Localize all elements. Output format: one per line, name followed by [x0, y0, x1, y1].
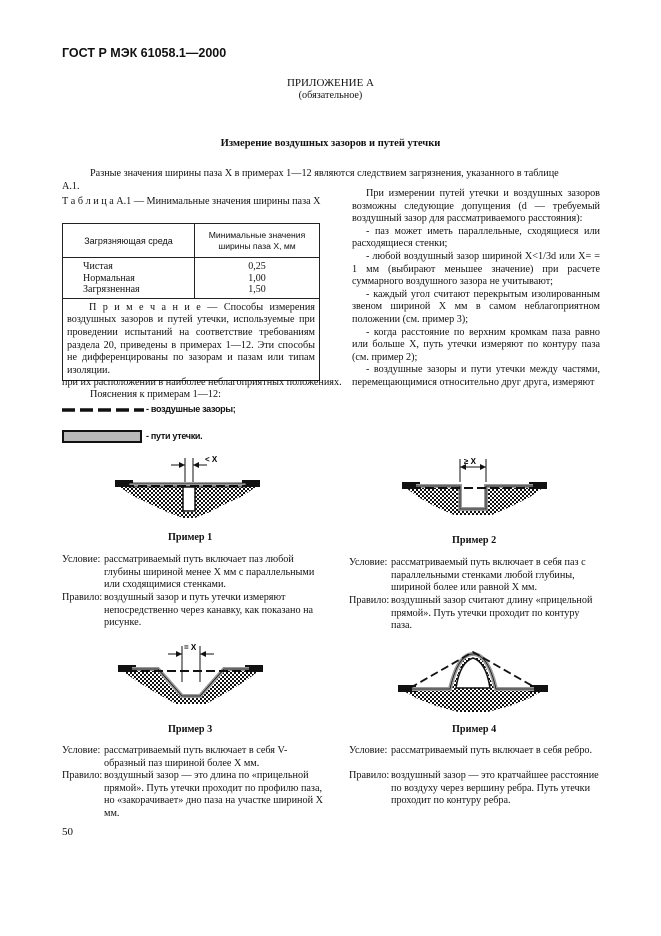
example-3-figure [118, 640, 263, 712]
condition-text: рассматриваемый путь включает в себя V-образный паз шириной более X мм. [104, 745, 288, 769]
assumption-4: - когда расстояние по верхним кромкам паза равно или больше X, путь утечки измеряют по контуру паза (см. пример 2); [352, 326, 600, 363]
appendix-subtitle: (обязательное) [298, 90, 363, 101]
air-gap-line-icon [62, 404, 147, 416]
note-text: — Способы измерения воздушных зазоров и путей утечки, используемые при проведении испытаний на соответствие требованиям раздела 20, приведены в примерах 1—12. Эти способы не дифференцированы по зазорам и пазам или типам изоляции. [67, 301, 315, 376]
rule-label: Правило: [349, 595, 390, 606]
standard-header: ГОСТ Р МЭК 61058.1—2000 [62, 46, 227, 60]
assumption-5: - воздушные зазоры и пути утечки между частями, перемещающимися относительно друг друга, измеряют [352, 364, 600, 388]
condition-text: рассматриваемый путь включает в себя ребро. [391, 745, 593, 756]
rule-text: воздушный зазор — это кратчайшее расстояние по воздуху через вершину ребра. Путь утечки проходит по контуру ребра. [391, 770, 599, 807]
condition-label: Условие: [62, 554, 101, 565]
example-4-caption: Пример 4 [452, 724, 497, 735]
example-2-figure [402, 455, 547, 520]
condition-label: Условие: [349, 557, 388, 568]
condition-text: рассматриваемый путь включает в себя паз с параллельными стенками любой глубины, шириной более или равной X мм. [391, 557, 586, 594]
example-1-condition [62, 554, 324, 594]
table-caption [62, 196, 322, 209]
pollution-table [62, 223, 320, 381]
example-3-rule [62, 770, 324, 820]
rule-text: воздушный зазор — это длина по «прицельной прямой». Путь утечки проходит по профилю паза, но «закорачивает» дно паза на участке шириной X мм. [104, 770, 323, 819]
example-4-rule [349, 770, 601, 810]
example-1-dim: < X [205, 455, 218, 464]
intro-line-1: Разные значения ширины паза X в примерах 1—12 являются следствием загрязнения, указанного в таблице [90, 168, 559, 179]
rule-text: воздушный зазор и путь утечки измеряют непосредственно через канавку, как показано на рисунке. [104, 592, 314, 629]
table-caption-rest: — Минимальные значения ширины паза X [131, 196, 321, 207]
table-note [63, 298, 320, 381]
appendix-title: ПРИЛОЖЕНИЕ А [286, 77, 374, 89]
section-title: Измерение воздушных зазоров и путей утечки [220, 138, 441, 149]
rule-label: Правило: [62, 592, 103, 603]
table-row: Загрязненная [83, 284, 140, 296]
assumption-3: - каждый угол считают перекрытым изолированным звеном шириной X мм в самом неблагоприятном положении (см. пример 3); [352, 288, 600, 325]
example-3-dim: = X [184, 643, 197, 652]
table-row: Чистая [83, 261, 113, 272]
condition-text: рассматриваемый путь включает паз любой глубины шириной менее X мм с параллельными или сходящимися стенками. [104, 554, 315, 591]
explanations-title: Пояснения к примерам 1—12: [90, 389, 221, 400]
col-header-width: Минимальные значения ширины паза X, мм [195, 224, 320, 258]
note-label: П р и м е ч а н и е [89, 301, 201, 313]
assumptions-intro: При измерении путей утечки и воздушных зазоров возможны следующие допущения (d — требуемый воздушный зазор для рассматриваемого расстояния): [352, 188, 600, 225]
condition-label: Условие: [349, 745, 388, 756]
col-header-env: Загрязняющая среда [63, 224, 195, 258]
table-value: 0,25 [248, 261, 266, 272]
example-2-condition [349, 557, 601, 597]
assumption-1: - паз может иметь параллельные, сходящиеся или расходящиеся стенки; [352, 225, 600, 250]
condition-label: Условие: [62, 745, 101, 756]
example-3-caption: Пример 3 [168, 724, 213, 735]
assumption-2: - любой воздушный зазор шириной X<1/3d или X= = 1 мм (выбирают меньшее значение) при расчете суммарного воздушного зазора не учитывают; [352, 250, 600, 288]
env-cells [63, 258, 195, 299]
example-2-caption: Пример 2 [452, 535, 497, 546]
example-1-rule [62, 592, 324, 632]
right-column [352, 188, 600, 390]
creepage-path-icon [62, 430, 144, 444]
example-1-caption: Пример 1 [168, 532, 213, 543]
example-1-figure [115, 452, 260, 522]
table-value: 1,50 [248, 284, 266, 296]
example-4-figure [398, 648, 548, 712]
intro-line-2: А.1. [62, 181, 80, 192]
example-2-rule [349, 595, 601, 632]
legend-creepage: - пути утечки. [146, 431, 203, 441]
rule-text: воздушный зазор считают длину «прицельной прямой». Путь утечки проходит по контуру паза. [391, 595, 593, 632]
example-2-dim: ≥ X [464, 457, 476, 466]
rule-label: Правило: [62, 770, 103, 781]
table-value: 1,00 [248, 272, 266, 284]
table-caption-prefix: Т а б л и ц а А.1 [62, 196, 132, 207]
rule-label: Правило: [349, 770, 390, 781]
page-number: 50 [62, 826, 73, 838]
table-row: Нормальная [83, 272, 135, 284]
value-cells [195, 258, 320, 299]
legend-air-gap: - воздушные зазоры; [146, 404, 236, 414]
continuation-line: при их расположении в наиболее неблагоприятных положениях. [62, 377, 342, 388]
